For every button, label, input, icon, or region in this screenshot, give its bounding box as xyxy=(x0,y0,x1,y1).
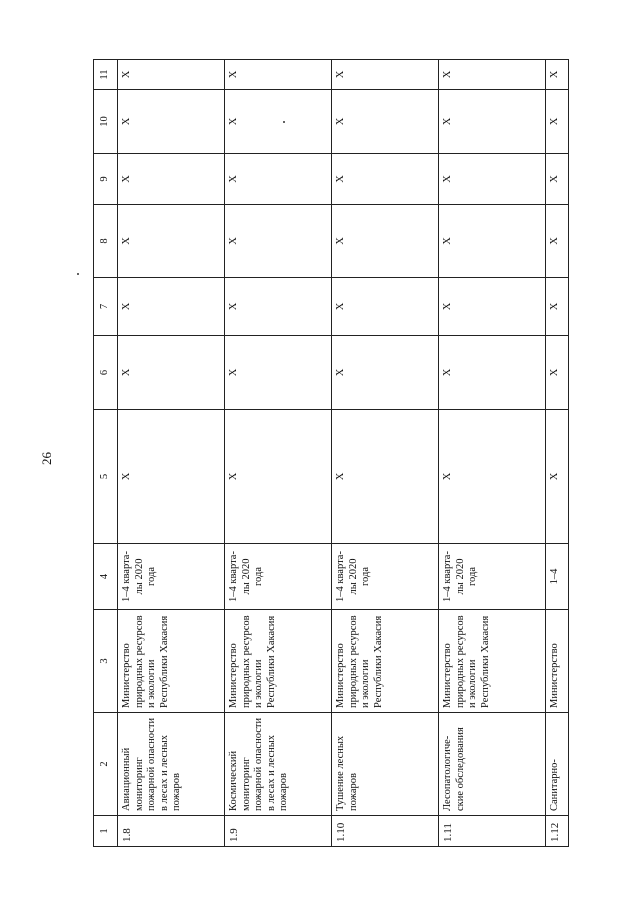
header-row xyxy=(94,60,118,847)
table-body xyxy=(94,60,569,847)
x-mark-cell: Х xyxy=(225,60,332,90)
x-mark-cell: Х xyxy=(332,90,439,154)
column-header: 5 xyxy=(94,410,118,544)
table-row xyxy=(546,60,569,847)
x-mark-cell: Х xyxy=(546,90,569,154)
x-mark-cell: Х xyxy=(118,154,225,205)
x-mark-cell: Х xyxy=(439,336,546,410)
x-mark-cell: Х xyxy=(332,205,439,278)
x-mark-cell: Х xyxy=(225,154,332,205)
x-mark-cell: Х xyxy=(332,278,439,336)
column-header: 6 xyxy=(94,336,118,410)
table-row xyxy=(332,60,439,847)
column-header: 9 xyxy=(94,154,118,205)
x-mark-cell: Х xyxy=(546,410,569,544)
column-header: 2 xyxy=(94,713,118,816)
x-mark-cell: Х xyxy=(439,205,546,278)
event-name-cell: Тушение лесных пожаров xyxy=(332,713,439,816)
column-header: 8 xyxy=(94,205,118,278)
x-mark-cell: Х xyxy=(118,60,225,90)
column-header: 4 xyxy=(94,544,118,610)
x-mark-cell: Х xyxy=(439,90,546,154)
period-cell: 1–4 кварта-лы 2020 года xyxy=(118,544,225,610)
table-row xyxy=(118,60,225,847)
document-table xyxy=(93,59,569,847)
x-mark-cell: Х xyxy=(118,336,225,410)
executor-cell: Министерство природных ресурсов и экологии Республики Хакасия xyxy=(118,610,225,713)
page-number: 26 xyxy=(39,452,54,465)
row-number-cell: 1.11 xyxy=(439,816,546,847)
row-number-cell: 1.8 xyxy=(118,816,225,847)
x-mark-cell: Х xyxy=(225,336,332,410)
column-header: 10 xyxy=(94,90,118,154)
scan-speck xyxy=(77,273,79,275)
x-mark-cell: Х xyxy=(332,336,439,410)
x-mark-cell: Х xyxy=(225,410,332,544)
executor-cell: Министерство xyxy=(546,610,569,713)
x-mark-cell: Х xyxy=(225,205,332,278)
x-mark-cell: Х xyxy=(332,410,439,544)
executor-cell: Министерство природных ресурсов и экологии Республики Хакасия xyxy=(225,610,332,713)
row-number-cell: 1.10 xyxy=(332,816,439,847)
event-name-cell: Лесопатологиче-ские обследования xyxy=(439,713,546,816)
x-mark-cell: Х xyxy=(546,154,569,205)
x-mark-cell: Х xyxy=(546,278,569,336)
x-mark-cell: Х xyxy=(225,90,332,154)
executor-cell: Министерство природных ресурсов и экологии Республики Хакасия xyxy=(332,610,439,713)
period-cell: 1–4 кварта-лы 2020 года xyxy=(332,544,439,610)
x-mark-cell: Х xyxy=(439,60,546,90)
x-mark-cell: Х xyxy=(118,205,225,278)
executor-cell: Министерство природных ресурсов и экологии Республики Хакасия xyxy=(439,610,546,713)
x-mark-cell: Х xyxy=(546,336,569,410)
x-mark-cell: Х xyxy=(118,410,225,544)
row-number-cell: 1.12 xyxy=(546,816,569,847)
column-header: 1 xyxy=(94,816,118,847)
scan-speck xyxy=(283,121,285,123)
row-number-cell: 1.9 xyxy=(225,816,332,847)
event-name-cell: Санитарно- xyxy=(546,713,569,816)
table-row xyxy=(439,60,546,847)
x-mark-cell: Х xyxy=(439,410,546,544)
x-mark-cell: Х xyxy=(439,154,546,205)
event-name-cell: Авиационный мониторинг пожарной опасности в лесах и лесных пожаров xyxy=(118,713,225,816)
x-mark-cell: Х xyxy=(332,154,439,205)
x-mark-cell: Х xyxy=(118,278,225,336)
x-mark-cell: Х xyxy=(546,60,569,90)
period-cell: 1–4 кварта-лы 2020 года xyxy=(225,544,332,610)
x-mark-cell: Х xyxy=(546,205,569,278)
period-cell: 1–4 кварта-лы 2020 года xyxy=(439,544,546,610)
column-header: 11 xyxy=(94,60,118,90)
period-cell: 1–4 xyxy=(546,544,569,610)
x-mark-cell: Х xyxy=(332,60,439,90)
column-header: 7 xyxy=(94,278,118,336)
x-mark-cell: Х xyxy=(439,278,546,336)
x-mark-cell: Х xyxy=(225,278,332,336)
table-container xyxy=(93,60,568,847)
table-row xyxy=(225,60,332,847)
column-header: 3 xyxy=(94,610,118,713)
x-mark-cell: Х xyxy=(118,90,225,154)
event-name-cell: Космический мониторинг пожарной опасности в лесах и лесных пожаров xyxy=(225,713,332,816)
